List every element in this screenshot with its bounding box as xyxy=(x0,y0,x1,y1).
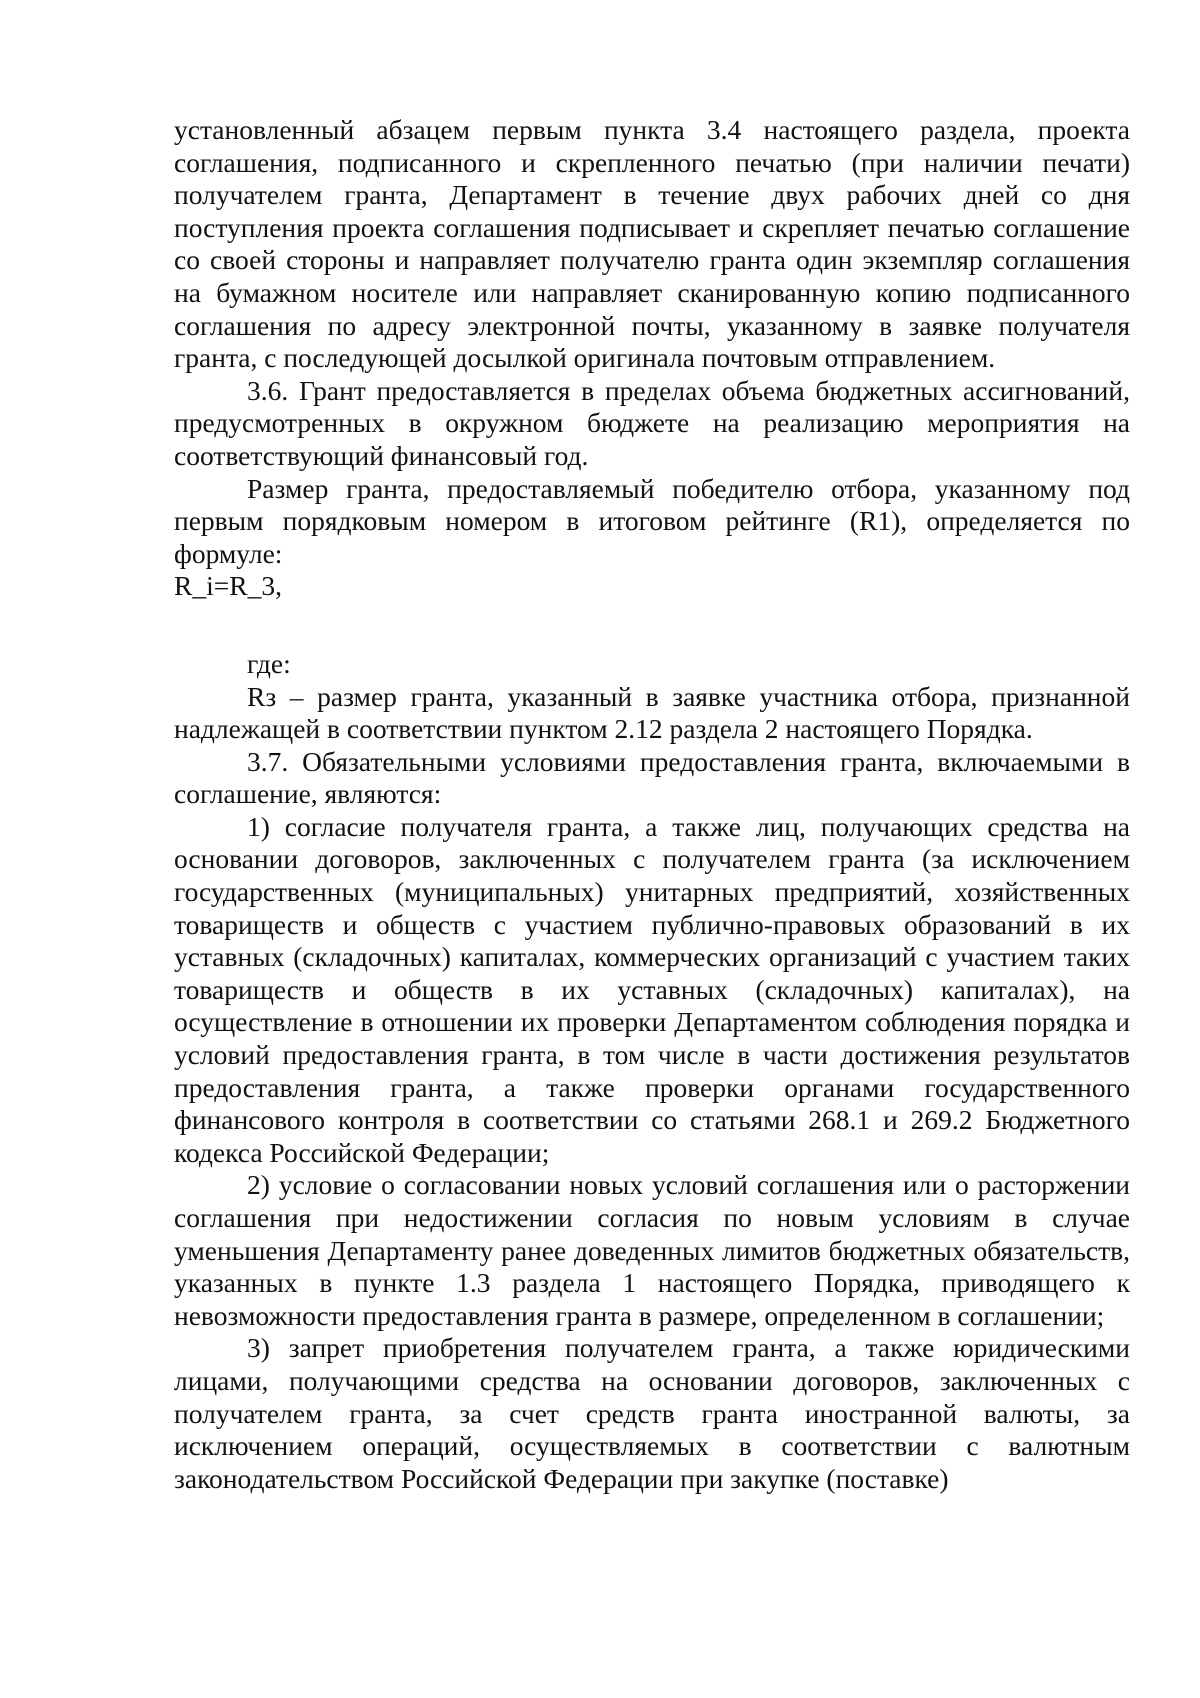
paragraph-3-6: 3.6. Грант предоставляется в пределах объема бюджетных ассигнований, предусмотренных в окружном бюджете на реализацию мероприятия на соответствующий финансовый год. xyxy=(174,374,1130,471)
paragraph-3-7: 3.7. Обязательными условиями предоставления гранта, включаемыми в соглашение, являются: xyxy=(174,745,1130,810)
paragraph-r3-definition: Rз – размер гранта, указанный в заявке участника отбора, признанной надлежащей в соответствии пунктом 2.12 раздела 2 настоящего Порядка. xyxy=(174,680,1130,745)
paragraph-condition-2: 2) условие о согласовании новых условий соглашения или о расторжении соглашения при недостижении согласия по новым условиям в случае уменьшения Департаменту ранее доведенных лимитов бюджетных обязательств, указанных в пункте 1.3 раздела 1 настоящего Порядка, приводящего к невозможности предоставления гранта в размере, определенном в соглашении; xyxy=(174,1169,1130,1331)
formula: R_i=R_3, xyxy=(174,570,282,602)
paragraph-continuation: установленный абзацем первым пункта 3.4 настоящего раздела, проекта соглашения, подписанного и скрепленного печатью (при наличии печати) получателем гранта, Департамент в течение двух рабочих дней со дня поступления проекта соглашения подписывает и скрепляет печатью соглашение со своей стороны и направляет получателю гранта один экземпляр соглашения на бумажном носителе или направляет сканированную копию подписанного соглашения по адресу электронной почты, указанному в заявке получателя гранта, с последующей досылкой оригинала почтовым отправлением. xyxy=(174,114,1130,374)
formula-gap xyxy=(174,603,1130,648)
paragraph-where: где: xyxy=(247,647,291,679)
paragraph-grant-size: Размер гранта, предоставляемый победителю отбора, указанному под первым порядковым номером в итоговом рейтинге (R1), определяется по формуле: xyxy=(174,472,1130,569)
document-page xyxy=(174,114,1130,1495)
paragraph-condition-3: 3) запрет приобретения получателем гранта, а также юридическими лицами, получающими средства на основании договоров, заключенных с получателем гранта, за счет средств гранта иностранной валюты, за исключением операций, осуществляемых в соответствии с валютным законодательством Российской Федерации при закупке (поставке) xyxy=(174,1332,1130,1494)
paragraph-condition-1: 1) согласие получателя гранта, а также лиц, получающих средства на основании договоров, заключенных с получателем гранта (за исключением государственных (муниципальных) унитарных предприятий, хозяйственных товариществ и обществ с участием публично-правовых образований в их уставных (складочных) капиталах, коммерческих организаций с участием таких товариществ и обществ в их уставных (складочных) капиталах), на осуществление в отношении их проверки Департаментом соблюдения порядка и условий предоставления гранта, в том числе в части достижения результатов предоставления гранта, а также проверки органами государственного финансового контроля в соответствии со статьями 268.1 и 269.2 Бюджетного кодекса Российской Федерации; xyxy=(174,810,1130,1168)
